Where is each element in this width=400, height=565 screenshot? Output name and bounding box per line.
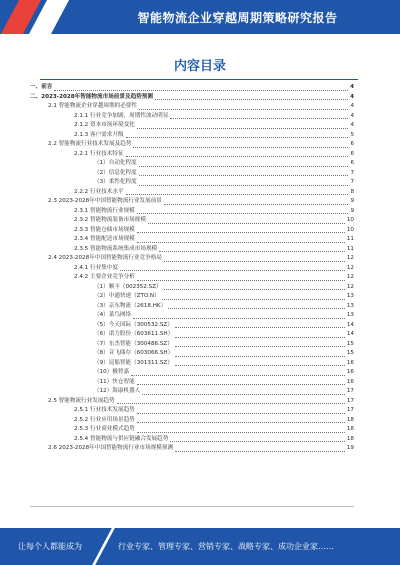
report-title: 智能物流企业穿越周期策略研究报告 xyxy=(137,11,338,25)
toc-entry[interactable] xyxy=(30,131,354,141)
toc-entry-page: 17 xyxy=(346,388,354,394)
toc-leader-dots xyxy=(126,193,349,195)
toc-entry-title: （2）中通快递（ZTO.N） xyxy=(94,293,160,299)
toc-entry-title: （12）海康机器人 xyxy=(94,388,141,394)
toc-entry-page: 11 xyxy=(346,236,354,242)
toc-entry-page: 9 xyxy=(350,207,354,214)
toc-entry[interactable] xyxy=(30,273,354,283)
toc-entry-title: 2.3.4 智能配送市场规模 xyxy=(74,236,135,242)
toc-entry-page: 17 xyxy=(346,407,354,413)
toc-entry[interactable] xyxy=(30,397,354,407)
toc-leader-dots xyxy=(131,374,345,376)
toc-entry-title: 2.1.3 客户需求升级 xyxy=(74,131,124,138)
toc-entry[interactable] xyxy=(30,140,354,150)
toc-leader-dots xyxy=(133,146,348,148)
toc-entry-title: 2.1.1 行业竞争加剧，周期性波动明显 xyxy=(74,112,169,119)
toc-entry-page: 19 xyxy=(346,445,354,451)
toc-entry-page: 13 xyxy=(346,302,354,309)
toc-leader-dots xyxy=(137,241,345,243)
toc-entry[interactable] xyxy=(30,425,354,435)
toc-entry-page: 14 xyxy=(346,331,354,337)
toc-entry-page: 17 xyxy=(346,397,354,404)
toc-leader-dots xyxy=(139,174,349,176)
toc-entry[interactable] xyxy=(30,102,354,112)
toc-leader-dots xyxy=(164,203,349,205)
toc-leader-dots xyxy=(137,383,345,385)
toc-entry-title: 2.3 2023-2028年中国智能物流行业发展前景 xyxy=(48,198,162,204)
toc-entry-page: 16 xyxy=(346,369,354,375)
toc-entry-title: （1）顺丰（002352.SZ） xyxy=(94,283,162,290)
toc-entry-page: 15 xyxy=(346,340,354,347)
toc-entry-title: （11）快仓智能 xyxy=(94,378,135,385)
toc-entry-title: 2.3.5 智能物流系统集成市场规模 xyxy=(74,245,158,252)
toc-leader-dots xyxy=(155,98,348,100)
toc-entry-title: （3）京东物流（2618.HK） xyxy=(94,302,167,309)
toc-entry-title: 2.5.2 行业应用场景趋势 xyxy=(74,416,135,423)
toc-leader-dots xyxy=(148,222,345,224)
toc-entry-page: 18 xyxy=(346,435,354,442)
toc-entry-title: （1）自动化程度 xyxy=(94,160,137,166)
toc-entry-page: 12 xyxy=(346,283,354,290)
toc-entry[interactable] xyxy=(30,406,354,416)
toc-entry-title: 2.5 智能物流行业发展趋势 xyxy=(48,397,115,404)
toc-entry[interactable] xyxy=(30,245,354,255)
toc-leader-dots xyxy=(164,260,345,262)
toc-leader-dots xyxy=(54,89,348,91)
toc-entry-title: （3）柔性化程度 xyxy=(94,179,137,185)
toc-entry[interactable] xyxy=(30,207,354,217)
toc-leader-dots xyxy=(170,440,345,442)
toc-entry[interactable] xyxy=(30,226,354,236)
toc-entry-page: 10 xyxy=(346,217,354,223)
toc-leader-dots xyxy=(142,393,345,395)
toc-entry[interactable] xyxy=(30,235,354,245)
toc-entry-title: 2.4.1 行业集中度 xyxy=(74,264,118,271)
toc-leader-dots xyxy=(137,212,349,214)
toc-entry[interactable] xyxy=(30,264,354,274)
toc-leader-dots xyxy=(139,165,349,167)
toc-entry[interactable] xyxy=(30,378,354,388)
toc-entry-page: 7 xyxy=(350,179,354,185)
toc-entry[interactable] xyxy=(30,121,354,131)
toc-entry-title: （5）今天国际（300532.SZ） xyxy=(94,321,173,328)
toc-heading: 内容目录 xyxy=(173,59,226,74)
toc-leader-dots xyxy=(164,288,345,290)
toc-entry-page: 4 xyxy=(350,103,354,109)
toc-leader-dots xyxy=(133,317,345,319)
toc-entry[interactable] xyxy=(30,112,354,122)
toc-entry-page: 12 xyxy=(346,274,354,280)
toc-entry-page: 15 xyxy=(346,350,354,356)
toc-entry-title: （4）菜鸟网络 xyxy=(94,312,132,318)
table-of-contents xyxy=(30,83,354,454)
toc-leader-dots xyxy=(139,108,348,110)
toc-entry-title: 2.3.1 智能物流行业规模 xyxy=(74,207,135,214)
toc-entry[interactable] xyxy=(30,188,354,198)
toc-entry-page: 12 xyxy=(346,255,354,261)
footer-slogan-left: 让每个人都能成为 xyxy=(18,542,82,551)
toc-leader-dots xyxy=(175,450,345,452)
toc-leader-dots xyxy=(117,402,345,404)
toc-entry-title: 2.1.2 资本市场环境变化 xyxy=(74,122,135,128)
toc-entry[interactable] xyxy=(30,349,354,359)
toc-entry-page: 5 xyxy=(350,131,354,138)
toc-entry[interactable] xyxy=(30,254,354,264)
toc-leader-dots xyxy=(126,136,349,138)
footer-banner xyxy=(0,528,400,565)
toc-entry-title: 2.4.2 主要企业竞争分析 xyxy=(74,274,135,280)
toc-entry-page: 9 xyxy=(350,198,354,204)
toc-leader-dots xyxy=(168,307,345,309)
toc-entry-page: 13 xyxy=(346,312,354,318)
toc-entry-title: （8）音飞储存（603066.SH） xyxy=(94,350,174,356)
toc-leader-dots xyxy=(175,336,345,338)
toc-entry[interactable] xyxy=(30,330,354,340)
toc-leader-dots xyxy=(175,355,345,357)
toc-entry-title: 2.5.4 智能物流与供应链融合发展趋势 xyxy=(74,435,169,442)
toc-entry-title: （10）极智嘉 xyxy=(94,369,130,375)
toc-entry-page: 12 xyxy=(346,264,354,271)
toc-entry[interactable] xyxy=(30,387,354,397)
toc-leader-dots xyxy=(137,279,345,281)
toc-entry-title: 二、2023-2028年智能物流市场前景及趋势预测 xyxy=(30,93,153,100)
toc-entry[interactable] xyxy=(30,368,354,378)
toc-entry-page: 7 xyxy=(350,169,354,176)
toc-entry-title: 2.2.2 行业技术水平 xyxy=(74,188,124,195)
toc-leader-dots xyxy=(137,412,345,414)
toc-entry-page: 6 xyxy=(350,150,354,157)
toc-entry[interactable] xyxy=(30,283,354,293)
toc-entry-title: 2.2 智能物流行业技术发展及趋势 xyxy=(48,141,132,147)
toc-entry-page: 16 xyxy=(346,359,354,366)
toc-entry[interactable] xyxy=(30,150,354,160)
toc-entry-page: 8 xyxy=(350,188,354,195)
toc-entry-page: 6 xyxy=(350,141,354,147)
toc-leader-dots xyxy=(126,155,349,157)
toc-entry-title: （9）昆船智能（301311.SZ） xyxy=(94,359,173,366)
toc-entry-page: 6 xyxy=(350,160,354,166)
toc-entry[interactable] xyxy=(30,292,354,302)
toc-entry[interactable] xyxy=(30,340,354,350)
toc-entry-title: 2.5.1 行业技术发展趋势 xyxy=(74,407,135,413)
toc-leader-dots xyxy=(137,421,345,423)
toc-entry-page: 10 xyxy=(346,226,354,233)
toc-entry-title: （6）诺力股份（603611.SH） xyxy=(94,331,174,337)
toc-entry[interactable] xyxy=(30,93,354,103)
toc-leader-dots xyxy=(175,364,345,366)
toc-leader-dots xyxy=(137,231,345,233)
toc-leader-dots xyxy=(137,127,349,129)
toc-entry[interactable] xyxy=(30,83,354,93)
toc-entry-page: 16 xyxy=(346,378,354,385)
toc-entry-title: （7）东杰智能（300486.SZ） xyxy=(94,340,173,347)
toc-entry-page: 13 xyxy=(346,293,354,299)
toc-entry[interactable] xyxy=(30,416,354,426)
toc-leader-dots xyxy=(175,345,345,347)
footer-divider-slant xyxy=(92,528,115,565)
toc-entry-title: 2.3.3 智能仓储市场规模 xyxy=(74,226,135,233)
toc-entry[interactable] xyxy=(30,159,354,169)
toc-entry-title: （2）信息化程度 xyxy=(94,169,137,176)
toc-entry-title: 2.5.3 行业商业模式趋势 xyxy=(74,426,135,432)
toc-entry[interactable] xyxy=(30,321,354,331)
toc-entry[interactable] xyxy=(30,311,354,321)
toc-leader-dots xyxy=(159,250,345,252)
footer-slogan-right: 行业专家、管理专家、营销专家、战略专家、成功企业家…… xyxy=(118,542,334,551)
toc-entry-page: 4 xyxy=(350,84,354,90)
toc-entry-title: 2.2.1 行业技术特征 xyxy=(74,150,124,157)
content-bottom-rule xyxy=(30,506,354,507)
toc-entry-title: 2.3.2 智能物流装备市场规模 xyxy=(74,217,146,223)
toc-leader-dots xyxy=(162,298,345,300)
toc-entry[interactable] xyxy=(30,216,354,226)
toc-entry-page: 14 xyxy=(346,321,354,328)
toc-leader-dots xyxy=(120,269,345,271)
toc-entry[interactable] xyxy=(30,178,354,188)
toc-entry[interactable] xyxy=(30,444,354,454)
toc-entry-page: 11 xyxy=(346,245,354,252)
toc-entry-page: 18 xyxy=(346,426,354,432)
toc-entry-title: 2.1 智能物流企业穿越周期的必要性 xyxy=(48,103,137,109)
toc-leader-dots xyxy=(137,431,345,433)
toc-leader-dots xyxy=(175,326,345,328)
toc-entry[interactable] xyxy=(30,359,354,369)
toc-entry[interactable] xyxy=(30,435,354,445)
toc-entry-title: 2.4 2023-2028年中国智能物流行业竞争格局 xyxy=(48,255,162,261)
toc-entry[interactable] xyxy=(30,302,354,312)
toc-entry-page: 4 xyxy=(350,122,354,128)
toc-entry[interactable] xyxy=(30,169,354,179)
toc-leader-dots xyxy=(170,117,348,119)
toc-entry[interactable] xyxy=(30,197,354,207)
toc-entry-page: 4 xyxy=(350,112,354,119)
toc-entry-title: 一、前言 xyxy=(30,84,53,90)
toc-entry-page: 4 xyxy=(350,93,354,100)
toc-leader-dots xyxy=(139,184,349,186)
toc-heading-rule xyxy=(40,79,358,80)
toc-entry-page: 18 xyxy=(346,416,354,423)
header-banner xyxy=(0,0,400,34)
toc-entry-title: 2.6 2023-2028年中国智能物流行业市场规模预测 xyxy=(48,445,174,451)
